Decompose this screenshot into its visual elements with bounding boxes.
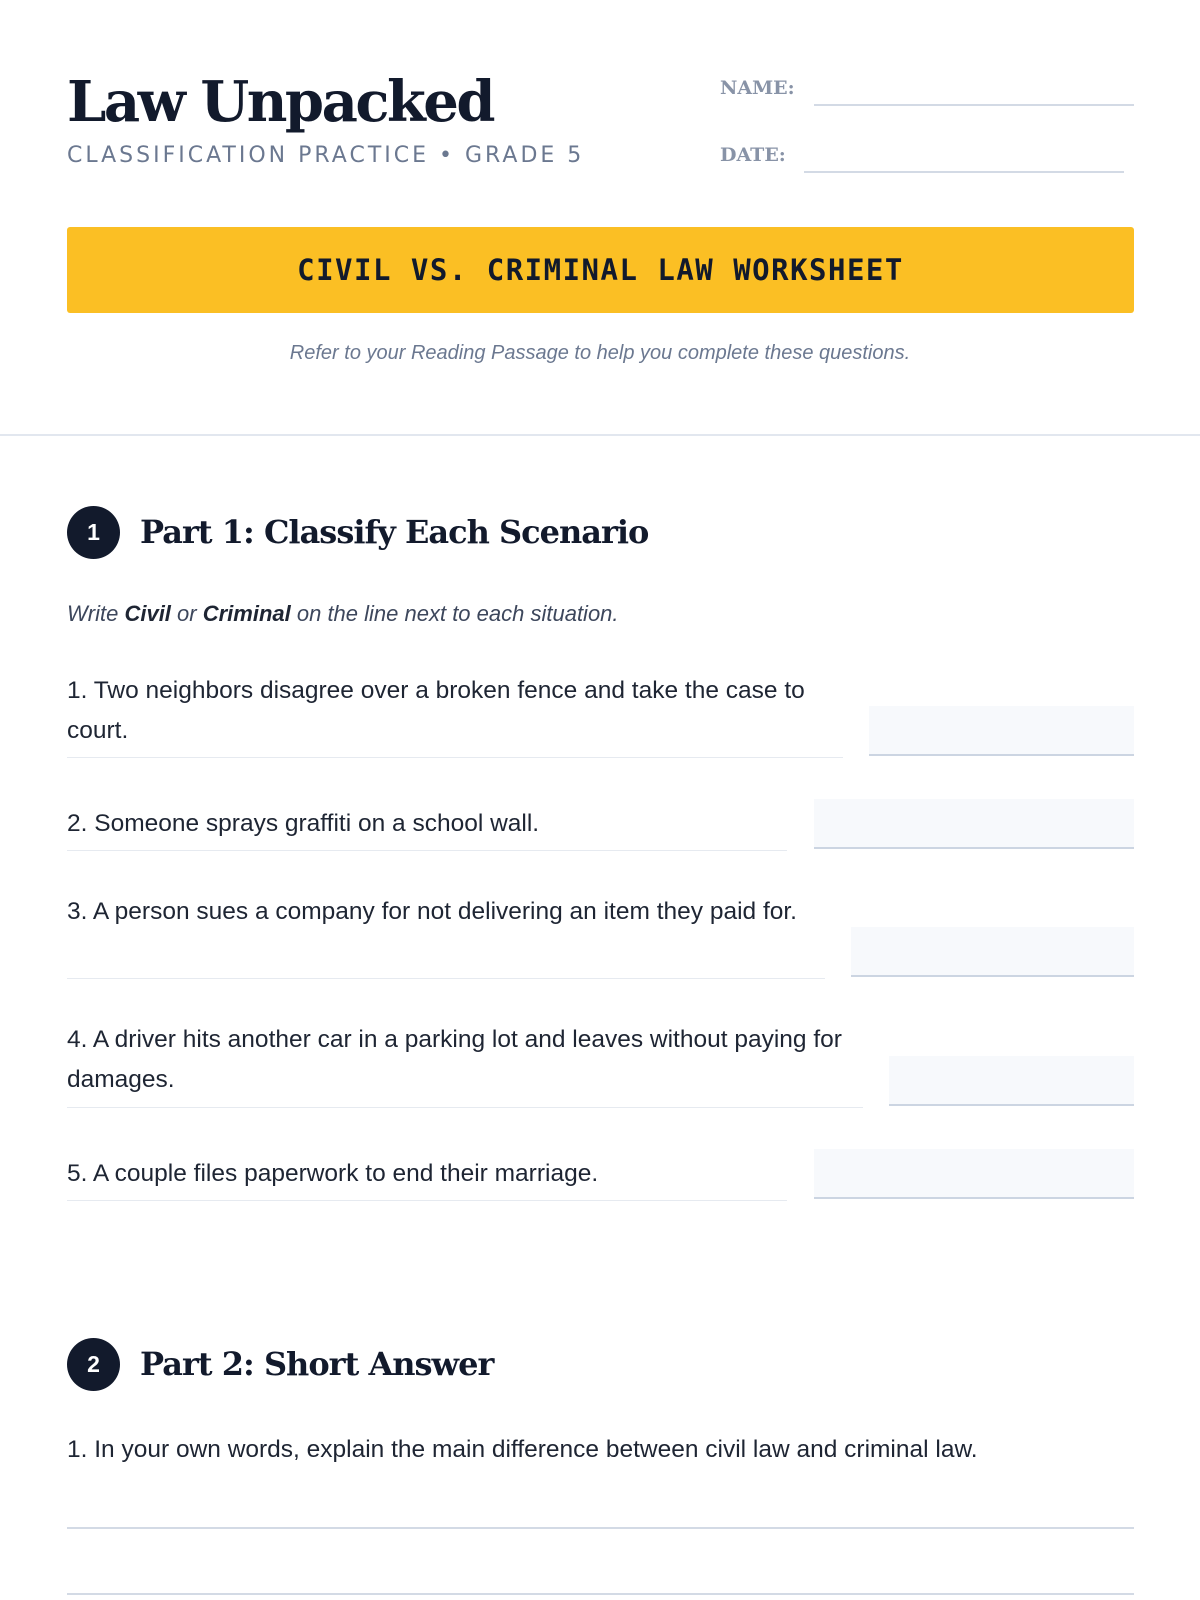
name-field[interactable]: [814, 104, 1134, 106]
scenario-1-text: 1. Two neighbors disagree over a broken fence and take the case to court.: [67, 677, 805, 744]
worksheet-header: [0, 0, 1200, 435]
scenario-3-rule: [67, 978, 825, 979]
scenario-5-answer-field[interactable]: [814, 1149, 1134, 1199]
scenario-5-text: 5. A couple files paperwork to end their marriage.: [67, 1160, 599, 1187]
part-1-directions: [67, 598, 619, 630]
scenario-2-rule: [67, 850, 787, 851]
scenario-1-rule: [67, 757, 843, 758]
brand-title: Law Unpacked: [67, 69, 494, 135]
reading-passage-instructions: Refer to your Reading Passage to help you complete these questions.: [289, 342, 911, 364]
worksheet-title-banner: CIVIL VS. CRIMINAL LAW WORKSHEET: [67, 227, 1134, 313]
directions-text: Write: [67, 601, 125, 626]
short-answer-line-1[interactable]: [67, 1527, 1134, 1529]
name-label: NAME:: [720, 77, 795, 99]
scenario-2-text: 2. Someone sprays graffiti on a school wall.: [67, 810, 540, 837]
scenario-1-answer-field[interactable]: [869, 706, 1134, 756]
scenario-3-text: 3. A person sues a company for not delivering an item they paid for.: [67, 898, 797, 925]
part-2-title: Part 2: Short Answer: [140, 1345, 494, 1383]
brand-subtitle: CLASSIFICATION PRACTICE • GRADE 5: [67, 143, 585, 168]
scenario-2-answer-field[interactable]: [814, 799, 1134, 849]
directions-text: on the line next to each situation.: [290, 601, 619, 626]
scenario-4-text: 4. A driver hits another car in a parking lot and leaves without paying for damages.: [67, 1026, 842, 1093]
scenario-4-rule: [67, 1107, 863, 1108]
directions-text: or: [170, 601, 203, 626]
short-answer-question-1: 1. In your own words, explain the main difference between civil law and criminal law.: [67, 1436, 978, 1463]
part-2-number-badge: 2: [67, 1338, 120, 1391]
date-label: DATE:: [720, 144, 786, 166]
part-1-number-badge: 1: [67, 506, 120, 559]
header-divider: [0, 434, 1200, 436]
date-field[interactable]: [804, 171, 1124, 173]
scenario-3-answer-field[interactable]: [851, 927, 1134, 977]
scenario-4-answer-field[interactable]: [889, 1056, 1134, 1106]
directions-option-civil: Civil: [124, 601, 171, 626]
directions-option-criminal: Criminal: [202, 601, 291, 626]
scenario-5-rule: [67, 1200, 787, 1201]
part-1-title: Part 1: Classify Each Scenario: [140, 513, 649, 551]
short-answer-line-2[interactable]: [67, 1593, 1134, 1595]
